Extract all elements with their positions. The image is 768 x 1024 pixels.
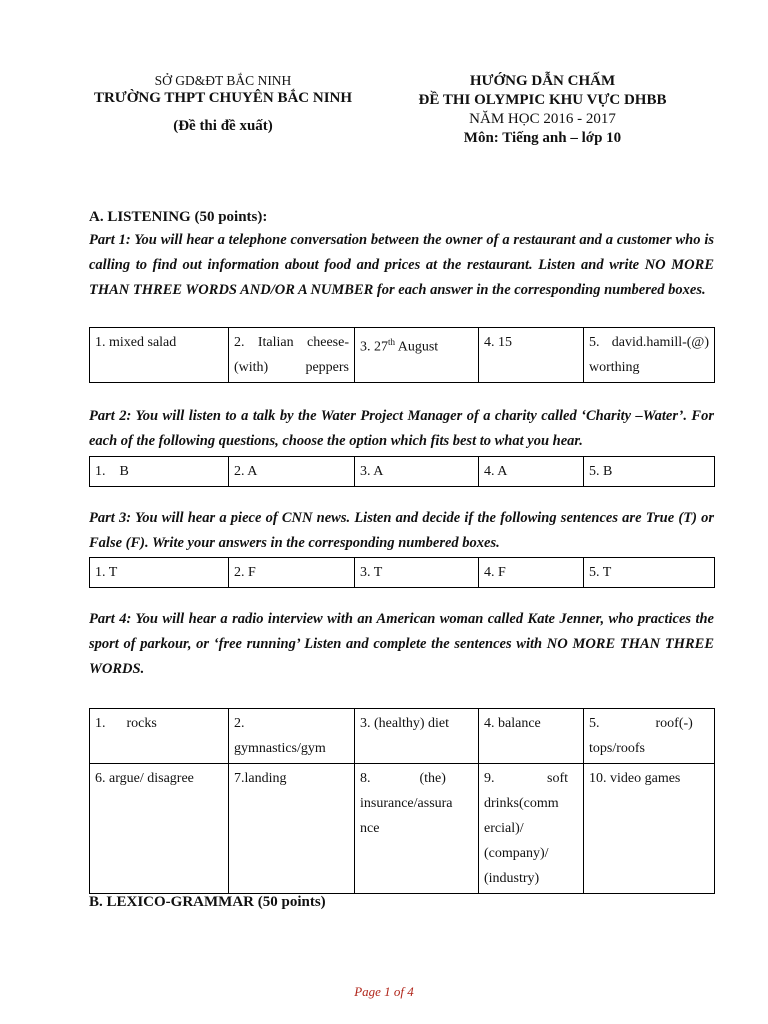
doc-title: HƯỚNG DẪN CHẤM — [469, 73, 616, 89]
answer-cell: 2. A — [229, 457, 355, 487]
header-left — [88, 72, 358, 135]
answer-cell: 2. gymnastics/gym — [229, 709, 355, 764]
part1-instruction: Part 1: You will hear a telephone conversation between the owner of a restaurant and a customer who is calling to find out information about food and prices at the restaurant. Listen and write NO MORE THAN THREE WORDS AND/OR A NUMBER for each answer in the corresponding numbered boxes. — [89, 232, 714, 298]
answer-cell: 4. 15 — [479, 328, 584, 383]
page-number: Page 1 of 4 — [354, 984, 414, 999]
table-row — [90, 709, 715, 764]
answer-cell: 1. rocks — [90, 709, 229, 764]
table-row — [90, 558, 715, 588]
answer-cell: 5. T — [584, 558, 715, 588]
part2-instruction: Part 2: You will listen to a talk by the Water Project Manager of a charity called ‘Charity –Water’. For each of the following questions, choose the option which fits best to what you hear. — [89, 408, 714, 449]
answer-cell: 4. balance — [479, 709, 584, 764]
answer-cell: 10. video games — [584, 764, 715, 894]
section-b-heading: B. LEXICO-GRAMMAR (50 points) — [89, 894, 326, 910]
answer-cell: 7.landing — [229, 764, 355, 894]
table-row — [90, 764, 715, 894]
answer-cell: 2. F — [229, 558, 355, 588]
answer-cell: 3. T — [355, 558, 479, 588]
answer-cell: 9. soft drinks(comm ercial)/ (company)/ (industry) — [479, 764, 584, 894]
answer-cell: 4. F — [479, 558, 584, 588]
table-row — [90, 328, 715, 383]
part3-answer-table — [89, 557, 715, 588]
answer-cell: 1. B — [90, 457, 229, 487]
answer-cell: 3. 27th August — [355, 328, 479, 383]
department-name: SỞ GD&ĐT BẮC NINH — [154, 73, 292, 88]
answer-cell: 6. argue/ disagree — [90, 764, 229, 894]
exam-name: ĐỀ THI OLYMPIC KHU VỰC DHBB — [418, 92, 667, 108]
part4-answer-table — [89, 708, 715, 894]
proposal-label: (Đề thi đề xuất) — [173, 118, 273, 134]
answer-cell: 1. T — [90, 558, 229, 588]
part4-instruction: Part 4: You will hear a radio interview with an American woman called Kate Jenner, who practices the sport of parkour, or ‘free running’ Listen and complete the sentences with NO MORE THAN THREE WORDS. — [89, 611, 714, 677]
answer-cell: 5. roof(-) tops/roofs — [584, 709, 715, 764]
answer-cell: 5. B — [584, 457, 715, 487]
school-year: NĂM HỌC 2016 - 2017 — [469, 111, 616, 127]
answer-cell: 2. Italian cheese-(with) peppers — [229, 328, 355, 383]
header-right — [395, 72, 690, 148]
subject: Môn: Tiếng anh – lớp 10 — [463, 130, 622, 146]
answer-cell: 3. A — [355, 457, 479, 487]
answer-cell: 4. A — [479, 457, 584, 487]
answer-cell: 8. (the) insurance/assura nce — [355, 764, 479, 894]
part1-answer-table — [89, 327, 715, 383]
part3-instruction: Part 3: You will hear a piece of CNN news. Listen and decide if the following sentences are True (T) or False (F). Write your answers in the corresponding numbered boxes. — [89, 510, 714, 551]
answer-cell: 5. david.hamill-(@) worthing — [584, 328, 715, 383]
section-a-heading: A. LISTENING (50 points): — [89, 209, 268, 225]
answer-cell: 3. (healthy) diet — [355, 709, 479, 764]
school-name: TRƯỜNG THPT CHUYÊN BẮC NINH — [93, 90, 353, 106]
table-row — [90, 457, 715, 487]
answer-cell: 1. mixed salad — [90, 328, 229, 383]
part2-answer-table — [89, 456, 715, 487]
